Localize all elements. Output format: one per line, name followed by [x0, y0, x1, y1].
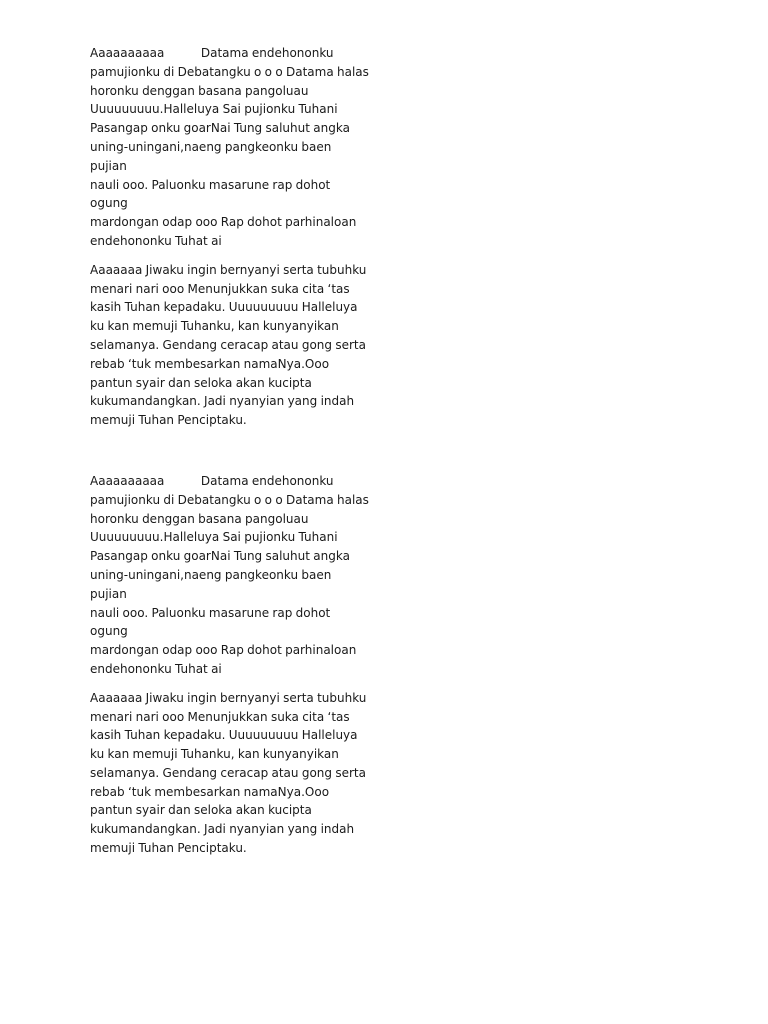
verse-batak-paragraph: Aaaaaaaaaa Datama endehononku pamujionku di Debatangku o o o Datama halas horonku denggan basana pangoluau Uuuuuuuuu.Halleluya Sai pujionku Tuhani Pasangap onku goarNai Tung saluhut angka uning-uningani,naeng pangkeonku baen pujian nauli ooo. Paluonku masarune rap dohot ogung mardongan odap ooo Rap dohot parhinaloan endehononku Tuhat ai	[90, 46, 369, 248]
verse-indonesian-paragraph: Aaaaaaa Jiwaku ingin bernyanyi serta tubuhku menari nari ooo Menunjukkan suka cita ‘tas kasih Tuhan kepadaku. Uuuuuuuuu Halleluya ku kan memuji Tuhanku, kan kunyanyikan selamanya. Gendang ceracap atau gong serta rebab ‘tuk membesarkan namaNya.Ooo pantun syair dan seloka akan kucipta kukumandangkan. Jadi nyanyian yang indah memuji Tuhan Penciptaku.	[90, 690, 367, 856]
verse-indonesian-paragraph: Aaaaaaa Jiwaku ingin bernyanyi serta tubuhku menari nari ooo Menunjukkan suka cita ‘tas kasih Tuhan kepadaku. Uuuuuuuuu Halleluya ku kan memuji Tuhanku, kan kunyanyikan selamanya. Gendang ceracap atau gong serta rebab ‘tuk membesarkan namaNya.Ooo pantun syair dan seloka akan kucipta kukumandangkan. Jadi nyanyian yang indah memuji Tuhan Penciptaku.	[90, 262, 367, 428]
lyrics-section-1	[90, 44, 370, 430]
lyrics-section-2	[90, 472, 370, 858]
verse-batak-paragraph: Aaaaaaaaaa Datama endehononku pamujionku di Debatangku o o o Datama halas horonku denggan basana pangoluau Uuuuuuuuu.Halleluya Sai pujionku Tuhani Pasangap onku goarNai Tung saluhut angka uning-uningani,naeng pangkeonku baen pujian nauli ooo. Paluonku masarune rap dohot ogung mardongan odap ooo Rap dohot parhinaloan endehononku Tuhat ai	[90, 473, 369, 676]
